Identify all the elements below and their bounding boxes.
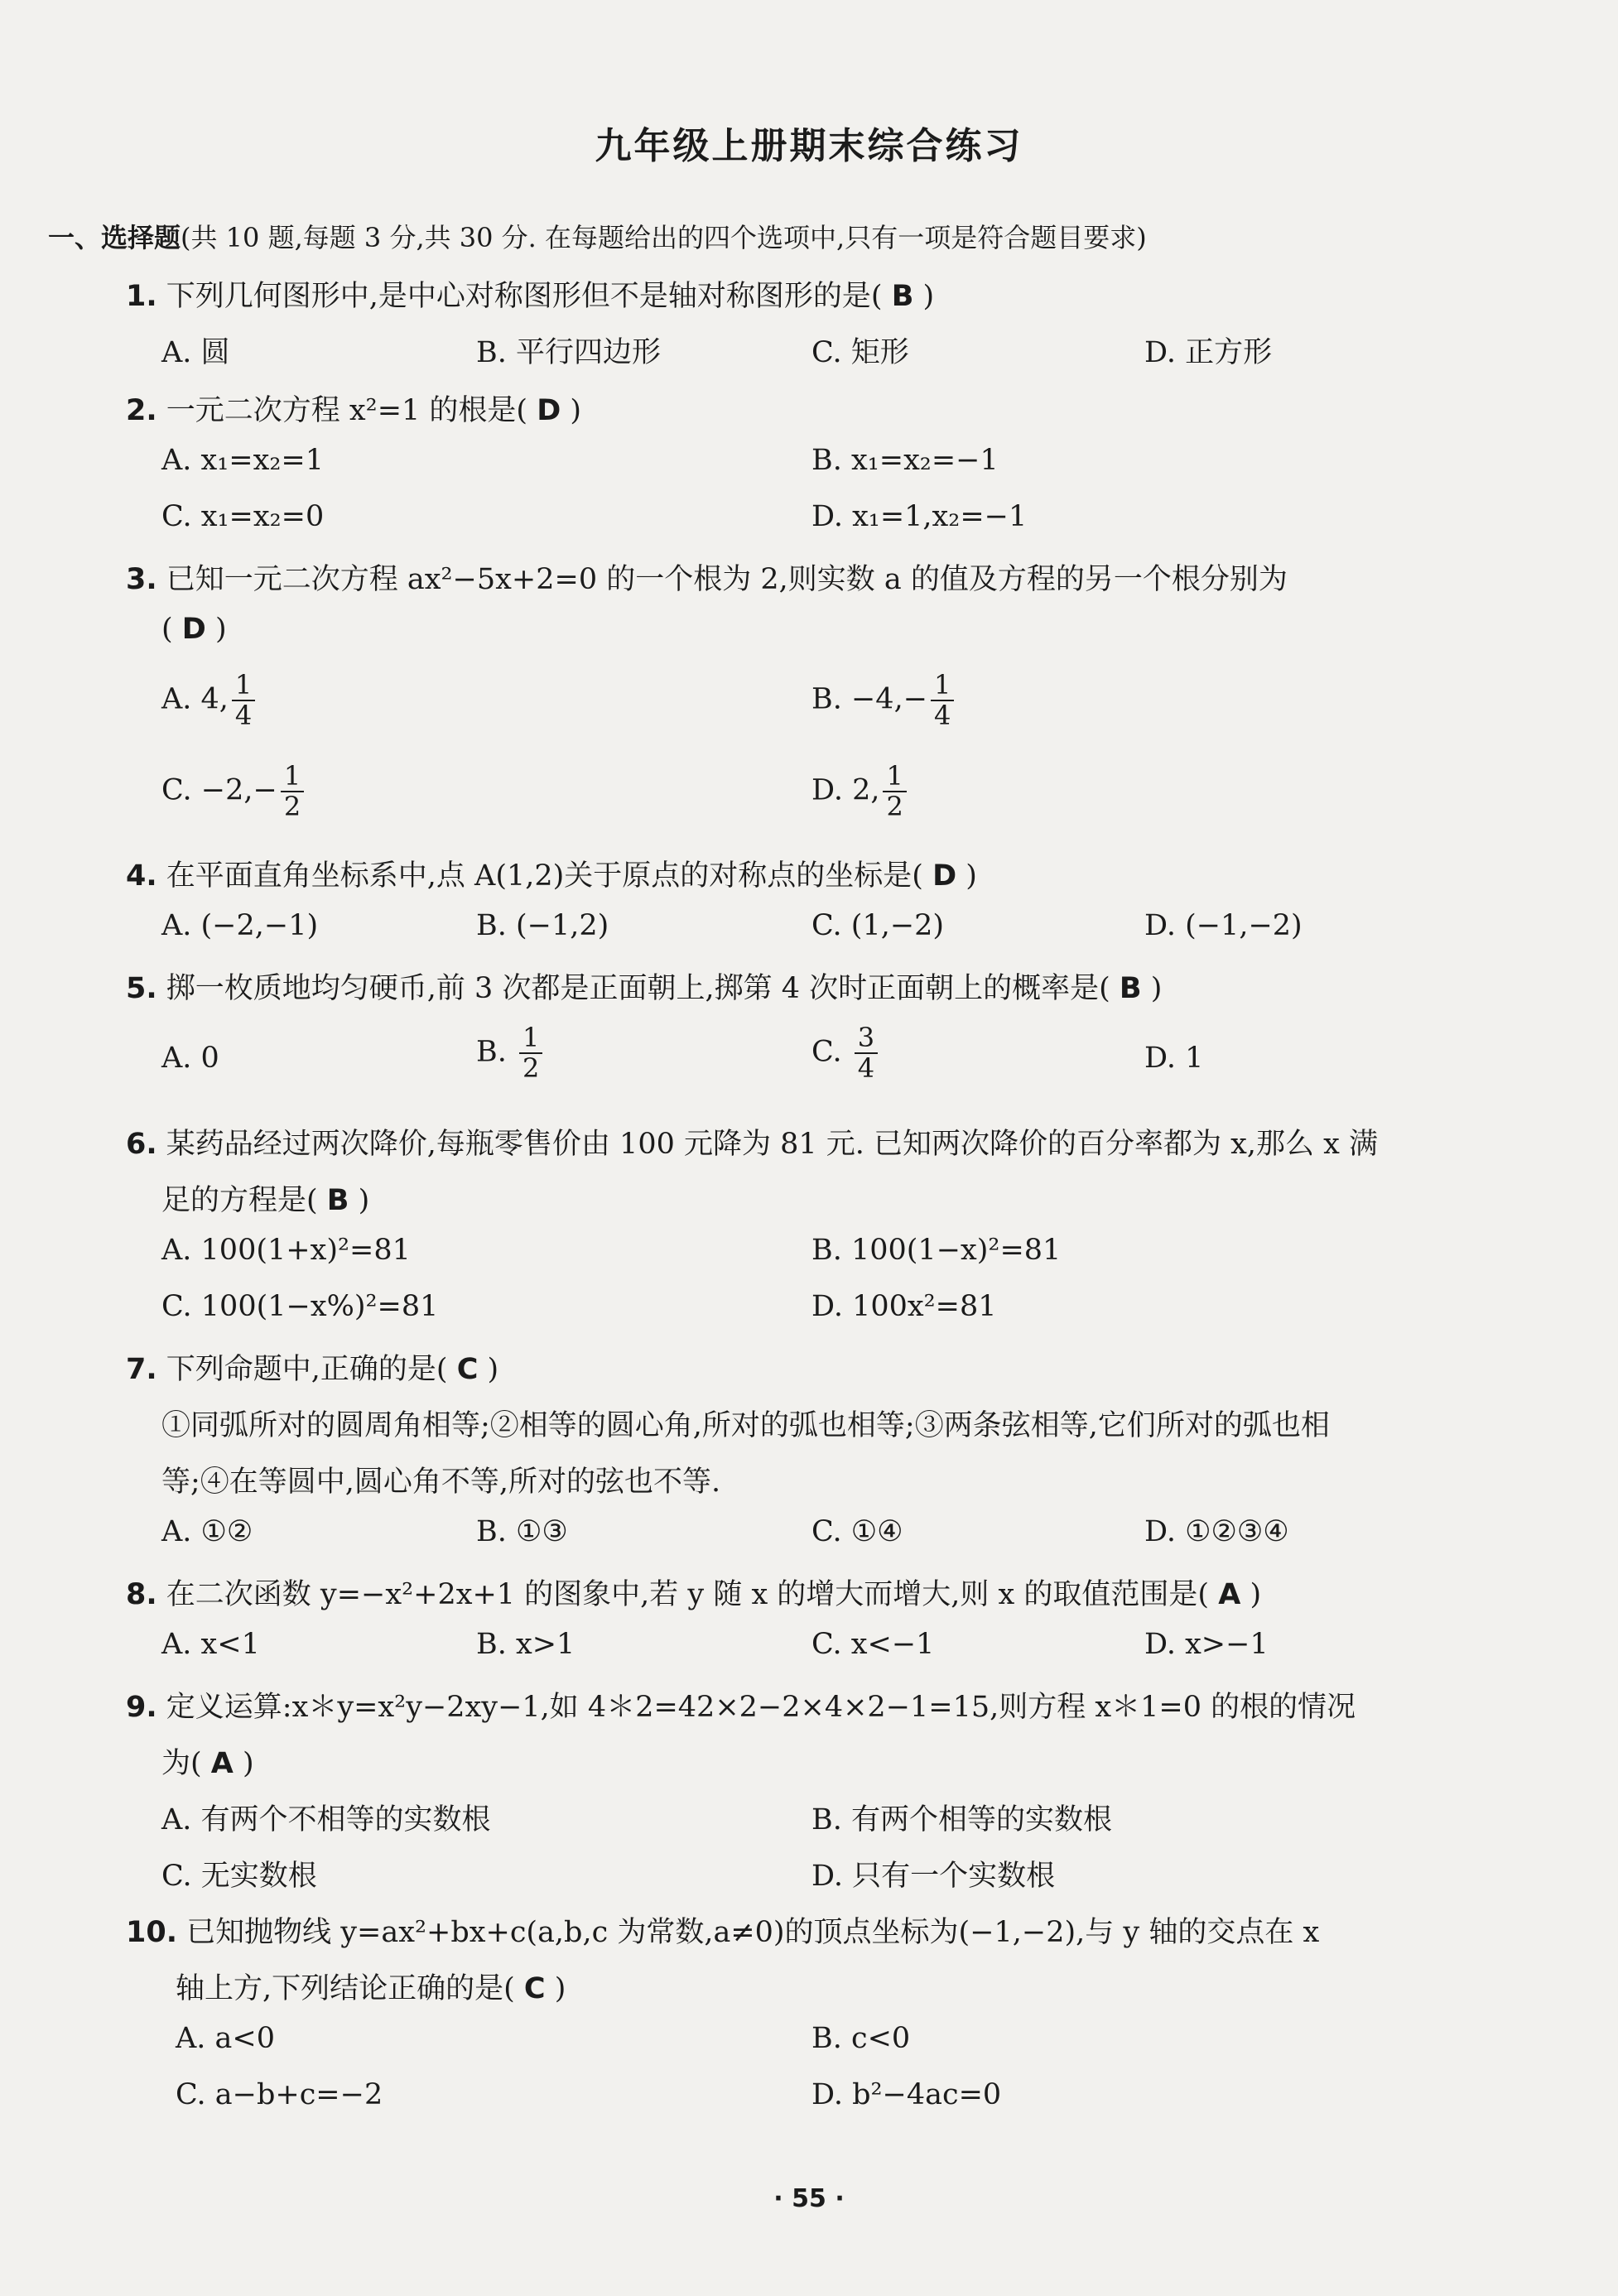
question-text-tail: ) — [956, 859, 977, 893]
answer-mark: C — [523, 1972, 546, 2005]
question-10 — [126, 1909, 1319, 1951]
option-prefix: B. — [476, 1035, 516, 1069]
option-d — [811, 762, 907, 821]
question-number: 4. — [126, 859, 157, 893]
fraction-sign: − — [253, 773, 277, 807]
option-a — [161, 671, 255, 730]
option-text: D. 1 — [1144, 1042, 1204, 1075]
fraction — [855, 1023, 878, 1083]
option-prefix: D. 2, — [811, 773, 880, 807]
option-b: B. x>1 — [476, 1628, 575, 1661]
option-d: D. ①②③④ — [1144, 1515, 1289, 1548]
option-c: C. x<−1 — [811, 1628, 935, 1661]
option-a: A. (−2,−1) — [161, 909, 319, 942]
numerator: 1 — [883, 762, 906, 792]
question-text: 轴上方,下列结论正确的是( — [176, 1972, 524, 2005]
option-d — [1144, 1042, 1203, 1075]
question-3 — [126, 556, 1288, 598]
page-title: 九年级上册期末综合练习 — [595, 125, 1023, 167]
fraction — [883, 762, 906, 821]
denominator: 2 — [886, 791, 903, 823]
fraction — [281, 762, 304, 821]
question-text: 已知一元二次方程 ax²−5x+2=0 的一个根为 2,则实数 a 的值及方程的另一个根分别为 — [166, 563, 1288, 596]
option-a: A. a<0 — [176, 2022, 275, 2055]
section-heading: 一、选择题 — [48, 222, 181, 253]
option-a: A. 有两个不相等的实数根 — [161, 1803, 491, 1836]
question-9-line-2 — [161, 1740, 254, 1782]
option-a: A. ①② — [161, 1515, 253, 1548]
question-number: 2. — [126, 394, 157, 427]
option-b: B. (−1,2) — [476, 909, 609, 942]
question-number: 3. — [126, 563, 157, 596]
option-c: C. x₁=x₂=0 — [161, 500, 325, 533]
question-6 — [126, 1121, 1378, 1162]
question-6-line-2 — [161, 1177, 369, 1219]
question-text-tail: ) — [233, 1747, 254, 1780]
option-b — [811, 671, 954, 730]
question-7-statement-2: 等;④在等圆中,圆心角不等,所对的弦也不等. — [161, 1466, 721, 1499]
question-5 — [126, 965, 1162, 1007]
option-c: C. a−b+c=−2 — [176, 2078, 383, 2111]
answer-mark: D — [181, 613, 206, 646]
question-text: 定义运算:x＊y=x²y−2xy−1,如 4＊2=42×2−2×4×2−1=15,则方程 x＊1=0 的根的情况 — [166, 1691, 1356, 1724]
option-c: C. ①④ — [811, 1515, 903, 1548]
option-d: D. b²−4ac=0 — [811, 2078, 1002, 2111]
option-d: D. 正方形 — [1144, 336, 1273, 369]
question-text-tail: ) — [205, 613, 227, 646]
fraction — [931, 671, 954, 730]
question-text: 在二次函数 y=−x²+2x+1 的图象中,若 y 随 x 的增大而增大,则 x 的取值范围是( — [166, 1578, 1219, 1611]
question-text-tail: ) — [561, 394, 582, 427]
question-number: 6. — [126, 1128, 157, 1161]
option-d: D. x>−1 — [1144, 1628, 1269, 1661]
question-text-tail: ) — [1240, 1578, 1262, 1611]
question-text: 在平面直角坐标系中,点 A(1,2)关于原点的对称点的坐标是( — [166, 859, 933, 893]
option-c: C. 矩形 — [811, 336, 909, 369]
option-b: B. 有两个相等的实数根 — [811, 1803, 1112, 1836]
question-text: 某药品经过两次降价,每瓶零售价由 100 元降为 81 元. 已知两次降价的百分率都为 x,那么 x 满 — [166, 1128, 1378, 1161]
option-a: A. 100(1+x)²=81 — [161, 1234, 411, 1267]
fraction — [519, 1023, 542, 1083]
question-text-tail: ) — [545, 1972, 566, 2005]
section-note: (共 10 题,每题 3 分,共 30 分. 在每题给出的四个选项中,只有一项是符合题目要求) — [181, 222, 1147, 253]
question-number: 10. — [126, 1916, 178, 1949]
question-10-line-2 — [176, 1966, 566, 2007]
question-text: 为( — [161, 1747, 211, 1780]
option-prefix: A. 4, — [161, 682, 229, 716]
option-b: B. x₁=x₂=−1 — [811, 444, 999, 477]
question-number: 7. — [126, 1353, 157, 1386]
question-text-tail: ) — [1141, 972, 1163, 1005]
answer-mark: D — [932, 859, 957, 893]
question-text: 已知抛物线 y=ax²+bx+c(a,b,c 为常数,a≠0)的顶点坐标为(−1,−2),与 y 轴的交点在 x — [186, 1916, 1320, 1949]
question-text: 掷一枚质地均匀硬币,前 3 次都是正面朝上,掷第 4 次时正面朝上的概率是( — [166, 972, 1120, 1005]
option-d: D. 100x²=81 — [811, 1290, 997, 1323]
option-a: A. x<1 — [161, 1628, 260, 1661]
numerator: 1 — [281, 762, 304, 792]
answer-mark: B — [1119, 972, 1142, 1005]
question-text-tail: ) — [478, 1353, 499, 1386]
option-prefix: B. −4, — [811, 682, 903, 716]
option-prefix: C. — [811, 1035, 851, 1069]
fraction-sign: − — [903, 682, 928, 716]
question-number: 8. — [126, 1578, 157, 1611]
question-number: 9. — [126, 1691, 157, 1724]
fraction — [232, 671, 255, 730]
denominator: 4 — [934, 700, 951, 732]
option-d: D. 只有一个实数根 — [811, 1860, 1056, 1893]
option-d: D. x₁=1,x₂=−1 — [811, 500, 1028, 533]
option-b: B. ①③ — [476, 1515, 568, 1548]
numerator: 3 — [855, 1023, 878, 1054]
question-text-tail: ) — [913, 280, 935, 313]
question-7 — [126, 1346, 498, 1388]
option-b: B. 100(1−x)²=81 — [811, 1234, 1062, 1267]
question-text: 一元二次方程 x²=1 的根是( — [166, 394, 537, 427]
question-1 — [126, 273, 934, 315]
question-number: 5. — [126, 972, 157, 1005]
option-d: D. (−1,−2) — [1144, 909, 1303, 942]
option-b: B. 平行四边形 — [476, 336, 661, 369]
question-8 — [126, 1572, 1261, 1613]
question-text: 足的方程是( — [161, 1184, 327, 1217]
option-prefix: C. −2, — [161, 773, 253, 807]
option-text: A. 0 — [161, 1042, 219, 1075]
question-text-tail: ) — [349, 1184, 370, 1217]
numerator: 1 — [931, 671, 954, 701]
question-number: 1. — [126, 280, 157, 313]
option-c: C. 无实数根 — [161, 1860, 317, 1893]
option-c — [161, 762, 304, 821]
question-7-statement-1: ①同弧所对的圆周角相等;②相等的圆心角,所对的弧也相等;③两条弦相等,它们所对的弧也相 — [161, 1409, 1330, 1442]
question-9 — [126, 1684, 1356, 1726]
option-a: A. 圆 — [161, 336, 230, 369]
option-a: A. x₁=x₂=1 — [161, 444, 324, 477]
denominator: 4 — [857, 1052, 875, 1085]
question-text: 下列命题中,正确的是( — [166, 1353, 457, 1386]
answer-mark: A — [210, 1747, 234, 1780]
denominator: 2 — [283, 791, 301, 823]
question-3-line-2 — [161, 613, 227, 646]
denominator: 2 — [522, 1052, 540, 1085]
answer-mark: B — [891, 280, 914, 313]
question-4 — [126, 853, 977, 894]
numerator: 1 — [519, 1023, 542, 1054]
question-text: 下列几何图形中,是中心对称图形但不是轴对称图形的是( — [166, 280, 892, 313]
option-a — [161, 1042, 219, 1075]
answer-mark: B — [326, 1184, 349, 1217]
section-header — [48, 217, 1147, 255]
denominator: 4 — [234, 700, 253, 732]
answer-mark: A — [1218, 1578, 1241, 1611]
question-2 — [126, 387, 581, 429]
option-b — [476, 1023, 542, 1083]
answer-mark: D — [537, 394, 561, 427]
page-number: · 55 · — [773, 2184, 845, 2213]
numerator: 1 — [232, 671, 255, 701]
option-b: B. c<0 — [811, 2022, 911, 2055]
answer-mark: C — [456, 1353, 479, 1386]
question-text: ( — [161, 613, 182, 646]
option-c — [811, 1023, 878, 1083]
option-c: C. (1,−2) — [811, 909, 945, 942]
option-c: C. 100(1−x%)²=81 — [161, 1290, 439, 1323]
